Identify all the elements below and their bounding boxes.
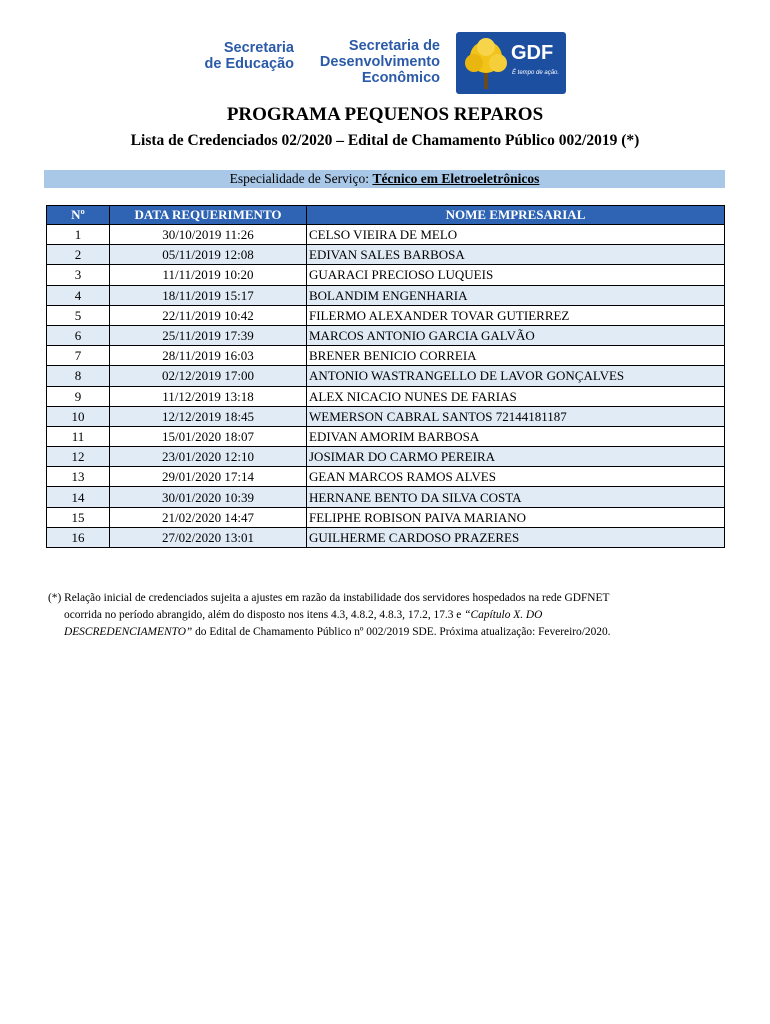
table-row — [47, 285, 725, 305]
cell-business-name: JOSIMAR DO CARMO PEREIRA — [307, 447, 725, 467]
document-title: PROGRAMA PEQUENOS REPAROS — [226, 104, 544, 125]
cell-request-date: 21/02/2020 14:47 — [110, 507, 307, 527]
gdf-logo-slogan: É tempo de ação. — [512, 70, 560, 76]
footnote-line2-italic: “Capítulo X. DO — [464, 609, 543, 621]
cell-request-date: 28/11/2019 16:03 — [110, 346, 307, 366]
cell-request-date: 29/01/2020 17:14 — [110, 467, 307, 487]
cell-request-date: 30/10/2019 11:26 — [110, 225, 307, 245]
cell-business-name: EDIVAN AMORIM BARBOSA — [307, 426, 725, 446]
cell-number: 7 — [47, 346, 110, 366]
cell-number: 11 — [47, 426, 110, 446]
table-row — [47, 305, 725, 325]
cell-business-name: ANTONIO WASTRANGELLO DE LAVOR GONÇALVES — [307, 366, 725, 386]
footnote-line3 — [48, 624, 698, 641]
cell-business-name: HERNANE BENTO DA SILVA COSTA — [307, 487, 725, 507]
cell-number: 13 — [47, 467, 110, 487]
table-row — [47, 265, 725, 285]
cell-number: 4 — [47, 285, 110, 305]
cell-business-name: CELSO VIEIRA DE MELO — [307, 225, 725, 245]
cell-request-date: 11/11/2019 10:20 — [110, 265, 307, 285]
specialty-bar — [44, 170, 725, 188]
gdf-logo — [456, 32, 566, 94]
logo-development-line2: Desenvolvimento — [319, 54, 440, 70]
secretaria-desenvolvimento-logo — [307, 38, 440, 86]
footnote-line2-text: ocorrida no período abrangido, além do disposto nos itens 4.3, 4.8.2, 4.8.3, 17.2, 17.3 e — [64, 609, 465, 621]
table-row — [47, 467, 725, 487]
cell-number: 14 — [47, 487, 110, 507]
header-logos — [190, 32, 580, 94]
table-row — [47, 527, 725, 547]
logo-education-line2: de Educação — [204, 56, 294, 72]
table-row — [47, 325, 725, 345]
table-row — [47, 507, 725, 527]
document-subtitle: Lista de Credenciados 02/2020 – Edital de Chamamento Público 002/2019 (*) — [130, 132, 640, 149]
footnote-line3-italic: DESCREDENCIAMENTO” — [64, 626, 193, 638]
cell-request-date: 22/11/2019 10:42 — [110, 305, 307, 325]
cell-business-name: MARCOS ANTONIO GARCIA GALVÃO — [307, 325, 725, 345]
cell-business-name: GUILHERME CARDOSO PRAZERES — [307, 527, 725, 547]
table-row — [47, 406, 725, 426]
footnote-line3-text: do Edital de Chamamento Público nº 002/2019 SDE. Próxima atualização: Fevereiro/2020. — [192, 626, 611, 638]
cell-request-date: 15/01/2020 18:07 — [110, 426, 307, 446]
cell-request-date: 30/01/2020 10:39 — [110, 487, 307, 507]
cell-business-name: EDIVAN SALES BARBOSA — [307, 245, 725, 265]
header-number: Nº — [47, 206, 110, 225]
cell-number: 10 — [47, 406, 110, 426]
cell-number: 9 — [47, 386, 110, 406]
header-request-date: DATA REQUERIMENTO — [110, 206, 307, 225]
footnote-line1: (*) Relação inicial de credenciados sujeita a ajustes em razão da instabilidade dos servidores hospedados na rede GDFNET — [48, 592, 610, 604]
table-row — [47, 366, 725, 386]
gdf-logo-text: GDF — [511, 42, 554, 64]
cell-business-name: FILERMO ALEXANDER TOVAR GUTIERREZ — [307, 305, 725, 325]
table-header-row — [47, 206, 725, 225]
table-row — [47, 487, 725, 507]
footnote — [48, 590, 698, 641]
cell-number: 16 — [47, 527, 110, 547]
cell-request-date: 23/01/2020 12:10 — [110, 447, 307, 467]
cell-number: 1 — [47, 225, 110, 245]
ipe-tree-icon — [462, 37, 510, 91]
table-row — [47, 225, 725, 245]
cell-number: 8 — [47, 366, 110, 386]
cell-business-name: GUARACI PRECIOSO LUQUEIS — [307, 265, 725, 285]
cell-number: 5 — [47, 305, 110, 325]
cell-business-name: FELIPHE ROBISON PAIVA MARIANO — [307, 507, 725, 527]
cell-request-date: 12/12/2019 18:45 — [110, 406, 307, 426]
cell-business-name: BOLANDIM ENGENHARIA — [307, 285, 725, 305]
specialty-label: Especialidade de Serviço: — [229, 171, 373, 186]
logo-education-line1: Secretaria — [223, 40, 294, 56]
cell-number: 15 — [47, 507, 110, 527]
cell-business-name: ALEX NICACIO NUNES DE FARIAS — [307, 386, 725, 406]
cell-request-date: 25/11/2019 17:39 — [110, 325, 307, 345]
logo-development-line1: Secretaria de — [348, 38, 440, 54]
table-row — [47, 386, 725, 406]
cell-business-name: BRENER BENICIO CORREIA — [307, 346, 725, 366]
table-row — [47, 426, 725, 446]
cell-request-date: 27/02/2020 13:01 — [110, 527, 307, 547]
cell-request-date: 11/12/2019 13:18 — [110, 386, 307, 406]
cell-business-name: WEMERSON CABRAL SANTOS 72144181187 — [307, 406, 725, 426]
cell-number: 3 — [47, 265, 110, 285]
footnote-line2 — [48, 607, 698, 624]
cell-number: 12 — [47, 447, 110, 467]
cell-number: 2 — [47, 245, 110, 265]
logo-development-line3: Econômico — [361, 70, 440, 86]
cell-request-date: 05/11/2019 12:08 — [110, 245, 307, 265]
credentialed-table — [46, 205, 725, 548]
specialty-value: Técnico em Eletroeletrônicos — [372, 171, 540, 186]
table-row — [47, 447, 725, 467]
cell-number: 6 — [47, 325, 110, 345]
table-row — [47, 245, 725, 265]
cell-request-date: 18/11/2019 15:17 — [110, 285, 307, 305]
cell-business-name: GEAN MARCOS RAMOS ALVES — [307, 467, 725, 487]
secretaria-educacao-logo — [190, 40, 294, 72]
header-business-name: NOME EMPRESARIAL — [307, 206, 725, 225]
table-row — [47, 346, 725, 366]
cell-request-date: 02/12/2019 17:00 — [110, 366, 307, 386]
